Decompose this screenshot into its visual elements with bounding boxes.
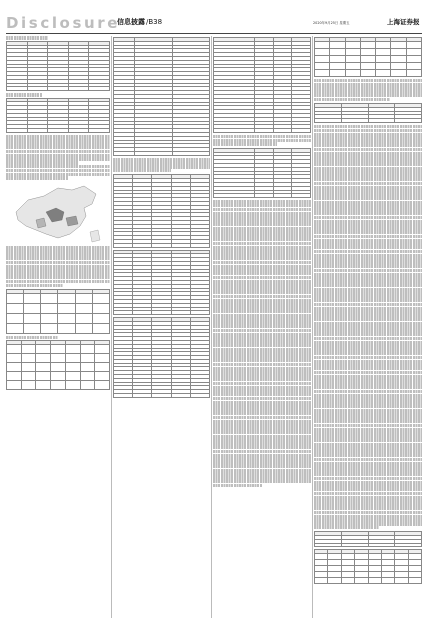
data-table (6, 340, 110, 390)
column-divider (111, 36, 112, 618)
data-table (113, 174, 210, 247)
section-title (117, 17, 162, 27)
data-table (213, 148, 311, 198)
text-line (6, 93, 42, 96)
paragraph (213, 200, 311, 487)
column-4 (314, 36, 422, 586)
paragraph (314, 79, 422, 101)
china-map (6, 182, 106, 244)
data-table (113, 37, 210, 156)
newspaper-name: 上海证券报 (387, 18, 420, 26)
data-table (6, 41, 110, 91)
paragraph (314, 125, 422, 529)
paragraph (113, 158, 210, 173)
masthead (0, 0, 428, 34)
masthead-rule (6, 33, 422, 34)
data-table (6, 98, 110, 133)
column-2 (113, 36, 210, 400)
column-3 (213, 36, 311, 489)
column-1 (6, 36, 110, 392)
column-divider (312, 36, 313, 618)
section-name: 信息披露 (117, 18, 145, 26)
brand-title: Disclosure (6, 14, 121, 32)
paragraph (6, 135, 110, 180)
data-table (213, 37, 311, 133)
paragraph (213, 135, 311, 146)
column-divider (211, 36, 212, 618)
data-table (113, 317, 210, 398)
data-table (6, 289, 110, 334)
data-table (314, 531, 422, 547)
text-line (6, 36, 48, 39)
page-number: /B38 (146, 18, 163, 26)
data-table (314, 103, 422, 123)
data-table (314, 549, 422, 584)
data-table (314, 37, 422, 77)
data-table (113, 250, 210, 316)
issue-date: 2020年9月25日 星期五 (313, 21, 350, 25)
map-graphic (6, 182, 106, 244)
paragraph (6, 246, 110, 287)
